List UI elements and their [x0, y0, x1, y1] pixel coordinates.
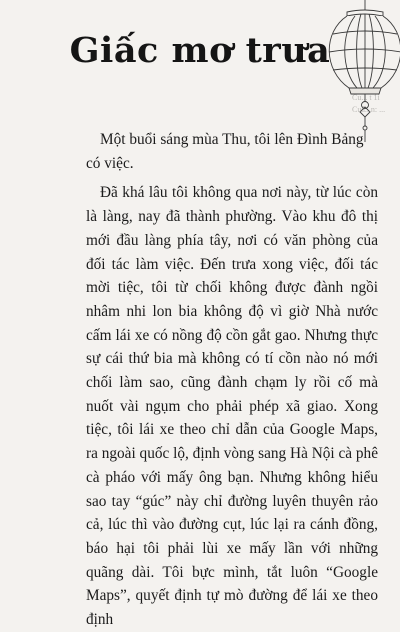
body-text: [86, 128, 378, 632]
bleed-through-line: Cu... t 1i: [352, 93, 380, 102]
bleed-through-line: Cuá...n: ...: [352, 105, 386, 114]
chapter-title: Giấc mơ trưa: [69, 30, 331, 71]
opening-paragraph: Một buổi sáng mùa Thu, tôi lên Đình Bảng có việc.: [86, 131, 364, 172]
paragraph: Đã khá lâu tôi không qua nơi này, từ lúc còn là làng, nay đã thành phường. Vào khu đô thị mới đầu làng phía tây, nơi có văn phòng của đối tác làm việc. Đến trưa xong việc, đối tác mời tiệc, tôi từ chối không được đành ngồi nhâm nhi lon bia không độ vì giờ Nhà nước cấm lái xe có nồng độ cồn gắt gao. Nhưng thực sự cái thứ bia mà không có tí cồn nào nó mới chối làm sao, cũng đành chạm ly rồi cố mà nuốt vài ngụm cho phải phép xã giao. Xong tiệc, tôi lái xe theo chỉ dẫn của Google Maps, ra ngoài quốc lộ, định vòng sang Hà Nội cà phê cà pháo với mấy ông bạn. Nhưng không hiểu sao tay “gúc” này chỉ đường luyên thuyên rảo cả, lúc thì vào đường cụt, lúc lại ra cánh đồng, báo hại tôi phải lùi xe mấy lần với những quãng dài. Tôi bực mình, tắt luôn “Google Maps”, quyết định tự mò đường để lái xe theo định: [86, 184, 378, 629]
